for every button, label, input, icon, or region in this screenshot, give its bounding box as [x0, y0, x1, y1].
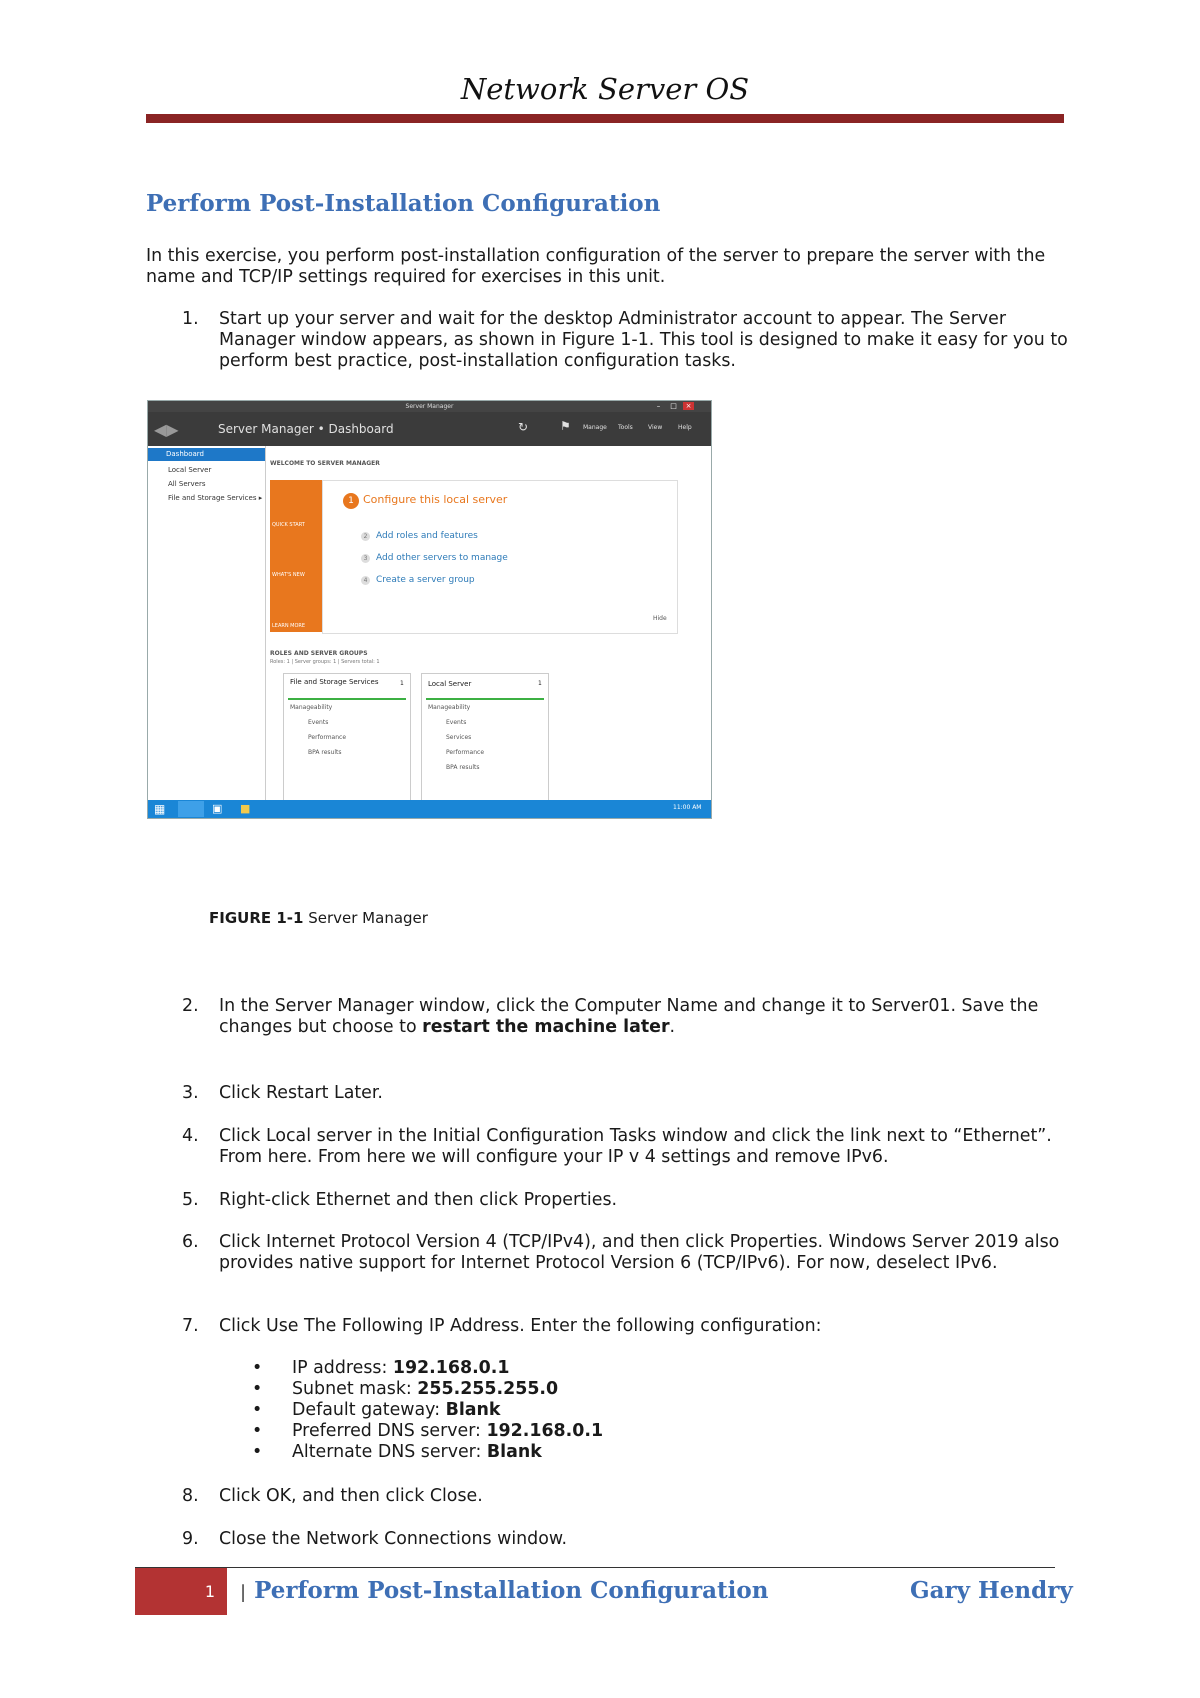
quick-start-panel — [322, 480, 678, 634]
footer-title: | Perform Post-Installation Configuration — [240, 1577, 769, 1604]
step-3 — [182, 1083, 1072, 1104]
card-line: Events — [446, 719, 467, 726]
refresh-icon: ↻ — [518, 420, 529, 434]
card-title: File and Storage Services — [290, 678, 379, 686]
menu-view: View — [648, 424, 663, 431]
step-number: 7. — [182, 1316, 199, 1336]
sidebar-item-file-storage: File and Storage Services ▸ — [168, 494, 263, 502]
document-header-title: Network Server OS — [460, 72, 750, 106]
clock: 11:00 AM — [673, 804, 702, 811]
card-line: Performance — [446, 749, 485, 756]
powershell-icon: ▣ — [212, 802, 223, 815]
quick-start-tiles — [270, 480, 322, 632]
task-create-group: 4 Create a server group — [361, 575, 475, 585]
tile-learn-more: LEARN MORE — [272, 623, 306, 629]
step-number: 1. — [182, 309, 199, 329]
server-manager-navbar — [148, 412, 711, 446]
card-count: 1 — [400, 680, 404, 687]
card-status-bar — [426, 698, 544, 700]
hide-link: Hide — [653, 615, 667, 622]
server-manager-screenshot — [147, 400, 712, 819]
sidebar-item-all-servers: All Servers — [168, 480, 206, 488]
step-text: Right-click Ethernet and then click Properties. — [219, 1190, 618, 1210]
role-card-file-storage — [283, 673, 411, 802]
step-number: 5. — [182, 1190, 199, 1210]
step-number: 8. — [182, 1486, 199, 1506]
footer-author: Gary Hendry — [910, 1577, 1073, 1604]
breadcrumb: Server Manager • Dashboard — [218, 422, 394, 436]
ip-config-list — [252, 1358, 603, 1463]
step-number: 2. — [182, 996, 199, 1016]
step-text: In the Server Manager window, click the Computer Name and change it to Server01. Save the changes but choose to restart the machine later. — [219, 996, 1039, 1037]
tile-quick-start: QUICK START — [272, 522, 305, 528]
step-text: Click Restart Later. — [219, 1083, 383, 1103]
card-line: Events — [308, 719, 329, 726]
menu-tools: Tools — [618, 424, 633, 431]
server-manager-taskbar-icon — [178, 801, 204, 817]
roles-heading: ROLES AND SERVER GROUPS — [270, 650, 368, 657]
ip-config-item: • Alternate DNS server: Blank — [252, 1442, 603, 1463]
window-titlebar: Server Manager — [148, 401, 711, 412]
card-status-bar — [288, 698, 406, 700]
card-line: BPA results — [446, 764, 480, 771]
start-icon: ▦ — [154, 802, 166, 816]
step-number: 9. — [182, 1529, 199, 1549]
task-add-roles: 2 Add roles and features — [361, 531, 478, 541]
windows-taskbar — [148, 800, 711, 818]
card-line: Manageability — [290, 704, 333, 711]
intro-paragraph: In this exercise, you perform post-installation configuration of the server to prepare the server with the name and TCP/IP settings required for exercises in this unit. — [146, 246, 1046, 287]
header-divider — [146, 114, 1064, 123]
roles-summary: Roles: 1 | Server groups: 1 | Servers total: 1 — [270, 659, 380, 665]
step-6 — [182, 1232, 1072, 1274]
maximize-icon: □ — [670, 402, 677, 410]
step-1 — [182, 309, 1072, 372]
server-manager-sidebar — [148, 446, 266, 801]
card-count: 1 — [538, 680, 542, 687]
step-number: 6. — [182, 1232, 199, 1252]
step-5 — [182, 1190, 1072, 1211]
page-number: 1 — [135, 1568, 227, 1615]
card-line: Manageability — [428, 704, 471, 711]
minimize-icon: – — [656, 402, 661, 410]
menu-help: Help — [678, 424, 692, 431]
close-icon: × — [683, 402, 694, 410]
step-text: Click Internet Protocol Version 4 (TCP/IPv4), and then click Properties. Windows Server 2019 also provides native support for Internet Protocol Version 6 (TCP/IPv6). For now, deselect IPv6. — [219, 1232, 1060, 1273]
sidebar-item-local-server: Local Server — [168, 466, 212, 474]
step-2 — [182, 996, 1072, 1038]
menu-manage: Manage — [583, 424, 607, 431]
step-9 — [182, 1529, 1072, 1550]
step-number: 4. — [182, 1126, 199, 1146]
ip-config-item: • Preferred DNS server: 192.168.0.1 — [252, 1421, 603, 1442]
welcome-heading: WELCOME TO SERVER MANAGER — [270, 460, 380, 467]
step-8 — [182, 1486, 1072, 1507]
configure-local-server-link: 1 Configure this local server — [343, 493, 507, 509]
step-number: 3. — [182, 1083, 199, 1103]
step-text: Click Use The Following IP Address. Enter the following configuration: — [219, 1316, 822, 1336]
card-title: Local Server — [428, 680, 472, 688]
back-forward-icon: ◀▶ — [154, 420, 179, 439]
section-heading: Perform Post-Installation Configuration — [146, 190, 661, 217]
step-4 — [182, 1126, 1072, 1168]
step-7 — [182, 1316, 1072, 1337]
flag-icon: ⚑ — [560, 419, 571, 433]
sidebar-item-dashboard: Dashboard — [148, 448, 265, 461]
ip-config-item: • Default gateway: Blank — [252, 1400, 603, 1421]
ip-config-item: • Subnet mask: 255.255.255.0 — [252, 1379, 603, 1400]
card-line: Performance — [308, 734, 347, 741]
step-text: Start up your server and wait for the desktop Administrator account to appear. The Server Manager window appears, as shown in Figure 1-1. This tool is designed to make it easy for you to perform best practice, post-installation configuration tasks. — [219, 309, 1068, 371]
role-card-local-server — [421, 673, 549, 802]
ip-config-item: • IP address: 192.168.0.1 — [252, 1358, 603, 1379]
card-line: Services — [446, 734, 472, 741]
step-text: Click Local server in the Initial Configuration Tasks window and click the link next to “Ethernet”. From here. From here we will configure your IP v 4 settings and remove IPv6. — [219, 1126, 1052, 1167]
figure-caption: FIGURE 1-1 Server Manager — [209, 909, 428, 927]
file-explorer-icon: ■ — [240, 802, 251, 815]
footer-divider — [135, 1567, 1055, 1568]
card-line: BPA results — [308, 749, 342, 756]
task-add-servers: 3 Add other servers to manage — [361, 553, 508, 563]
step-text: Click OK, and then click Close. — [219, 1486, 483, 1506]
tile-whats-new: WHAT'S NEW — [272, 572, 305, 578]
step-text: Close the Network Connections window. — [219, 1529, 568, 1549]
